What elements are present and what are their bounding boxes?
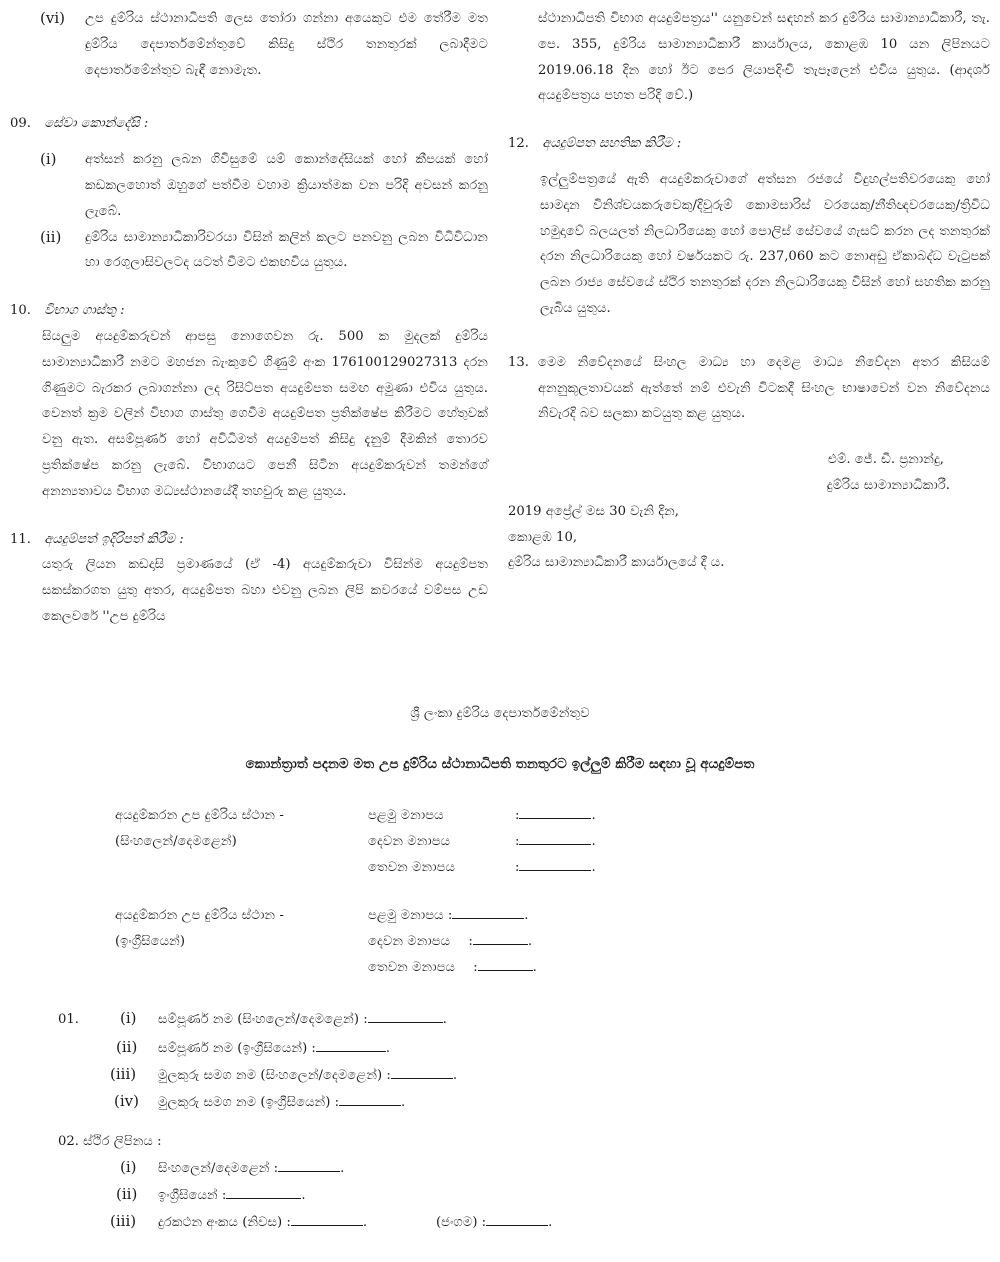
q01-ii-blank[interactable] bbox=[316, 1040, 386, 1052]
section-09-title: සේවා කොන්දේසි : bbox=[44, 116, 149, 132]
q02-iii-mobile-dot: . bbox=[548, 1215, 553, 1230]
q02-iii-home-dot: . bbox=[362, 1215, 368, 1230]
section-09-item-ii-text: දුම්රිය සාමාන්‍යාධිකාරිවරයා විසින් කලින් කලට පනවනු ලබන විධිවිධාන හා රෙගුලාසිවලටද යටත් වීමට එකඟවිය යුතුය. bbox=[85, 229, 488, 271]
right-column bbox=[508, 6, 990, 576]
q01-ii-label: සම්පූර්ණ නම (ඉංග්‍රීසියෙන්) : bbox=[158, 1041, 316, 1056]
q02-iii-number: (iii) bbox=[110, 1212, 137, 1230]
pref-3-label-english: තෙවන මනාපය bbox=[368, 960, 456, 975]
question-01-number: 01. bbox=[58, 1012, 79, 1027]
issue-date: 2019 අප්‍රේල් මස 30 වැනි දින, bbox=[508, 503, 679, 519]
department-title: ශ්‍රී ලංකා දුම්රිය දෙපාර්තමේන්තුව bbox=[410, 706, 590, 721]
q01-ii-field[interactable] bbox=[158, 1039, 390, 1059]
pref-1-dot-sinhala: . bbox=[591, 808, 596, 823]
section-11-continued-text: ස්ථානාධිපති විභාග අයදුම්පත්‍රය'' යනුවෙන් සඳහන් කර දුම්රිය සාමාන්‍යාධිකාරී, තැ. පෙ. 355, දුම්රිය සාමාන්‍යාධිකාරී කාර්යාලය, කොළඹ 10 යන ලිපිනයට 2019.06.18 දින හෝ ඊට පෙර ලියාපදිංචි තැපෑලෙන් එවිය යුතුය. (ආදර්ශ අයදුම්පත්‍රය පහත පරිදි වේ.) bbox=[538, 11, 990, 104]
pref-2-blank-sinhala[interactable] bbox=[519, 833, 591, 845]
issue-place: කොළඹ 10, bbox=[508, 529, 578, 545]
q01-iii-label: මුලකුරු සමග නම (සිංහලෙන්/දෙමළෙන්) : bbox=[158, 1068, 391, 1083]
q01-i-number: (i) bbox=[120, 1009, 137, 1027]
pref-3-label-sinhala: තෙවන මනාපය bbox=[368, 860, 456, 875]
left-column bbox=[10, 6, 488, 630]
q01-ii-number: (ii) bbox=[116, 1038, 138, 1056]
section-11-number: 11. bbox=[10, 531, 31, 547]
pref-2-label-english: දෙවන මනාපය bbox=[368, 934, 451, 949]
pref-1-blank-english[interactable] bbox=[452, 907, 524, 919]
section-11-title: අයදුම්පත් ඉදිරිපත් කිරීම : bbox=[44, 531, 184, 547]
q02-i-number: (i) bbox=[120, 1158, 137, 1176]
q01-i-field[interactable] bbox=[158, 1010, 447, 1030]
q01-i-dot: . bbox=[442, 1012, 447, 1027]
question-02-title: 02. ස්ථිර ලිපිනය : bbox=[58, 1134, 162, 1149]
pref-2-row-english[interactable] bbox=[368, 932, 532, 952]
q02-iii-home-label: දුරකථන අංකය (නිවස) : bbox=[158, 1215, 291, 1230]
q01-ii-dot: . bbox=[385, 1041, 391, 1056]
signatory-title: දුම්රිය සාමාන්‍යාධිකාරී. bbox=[826, 477, 950, 493]
section-13-text: මෙම නිවේදනයේ සිංහල මාධ්‍ය හා දෙමළ මාධ්‍ය නිවේදන අතර කිසියම් අනනුකූලතාවයක් ඇත්තේ නම් එවැනි විටකදී සිංහල භාෂාවෙන් වන නිවේදනය නිවැරදි බව සලකා කටයුතු කළ යුතුය. bbox=[538, 354, 990, 422]
q02-iii-home-blank[interactable] bbox=[291, 1214, 363, 1226]
pref-2-colon-sinhala: : bbox=[515, 834, 520, 849]
section-12-number: 12. bbox=[508, 136, 529, 152]
section-09-item-ii-number: (ii) bbox=[40, 227, 62, 246]
q02-ii-number: (ii) bbox=[116, 1185, 138, 1203]
q01-iv-dot: . bbox=[401, 1095, 406, 1110]
pref-1-dot-english: . bbox=[524, 908, 529, 923]
q01-iii-blank[interactable] bbox=[391, 1067, 453, 1079]
pref-1-label-english: පළමු මනාපය bbox=[368, 908, 444, 923]
section-10-number: 10. bbox=[10, 303, 31, 319]
section-10-heading bbox=[10, 298, 488, 324]
pref-3-blank-sinhala[interactable] bbox=[519, 859, 591, 871]
clause-vi-number: (vi) bbox=[40, 9, 65, 27]
pref-2-dot-sinhala: . bbox=[591, 834, 596, 849]
pref-3-blank-english[interactable] bbox=[478, 959, 533, 971]
q01-iv-field[interactable] bbox=[158, 1093, 405, 1113]
q02-ii-field[interactable] bbox=[158, 1186, 306, 1206]
pref-2-dot-english: . bbox=[527, 934, 533, 949]
q01-iv-blank[interactable] bbox=[339, 1094, 401, 1106]
pref-1-colon-english: : bbox=[447, 908, 453, 923]
pref-2-blank-english[interactable] bbox=[473, 933, 528, 945]
pref-1-field-sinhala[interactable] bbox=[515, 806, 596, 826]
q02-iii-mobile-label: (ජංගම) : bbox=[436, 1215, 487, 1230]
section-12-title: අයදුම්පත සහතික කිරීම : bbox=[542, 136, 682, 152]
q01-iii-dot: . bbox=[452, 1068, 458, 1083]
q02-ii-dot: . bbox=[301, 1188, 306, 1203]
pref-3-colon-sinhala: : bbox=[515, 860, 520, 875]
pref-1-blank-sinhala[interactable] bbox=[519, 807, 591, 819]
pref-3-dot-sinhala: . bbox=[591, 860, 596, 875]
clause-vi-text: උප දුම්රිය ස්ථානාධිපති ලෙස තෝරා ගන්නා අයෙකුට එම තේරීම මත දුම්රිය දෙපාර්තමේන්තුවේ කිසිදු ස්ථිර තනතුරක් ලබාදීමට දෙපාර්තමේන්තුව බැඳී නොමැත. bbox=[85, 11, 488, 78]
pref-1-colon-sinhala: : bbox=[515, 808, 520, 823]
section-09-item-i-text: අත්සන් කරනු ලබන ගිවිසුමේ යම් කොන්දේසියක් හෝ කීපයක් හෝ කඩකලහොත් ඔහුගේ පත්වීම වහාම ක්‍රියාත්මක වන පරිදි අවසන් කරනු ලැබේ. bbox=[85, 152, 488, 219]
q02-iii-mobile-blank[interactable] bbox=[486, 1214, 548, 1226]
section-09-item-i-number: (i) bbox=[40, 150, 57, 169]
signatory-name: එම්. ජේ. ඩී. ප්‍රනාන්දු, bbox=[828, 452, 944, 468]
section-13-number: 13. bbox=[508, 354, 529, 370]
q02-ii-blank[interactable] bbox=[226, 1187, 301, 1199]
pref-3-colon-english: : bbox=[473, 960, 478, 975]
pref-3-row-english[interactable] bbox=[368, 958, 537, 978]
section-09-item-i bbox=[10, 147, 488, 224]
pref-3-dot-english: . bbox=[532, 960, 537, 975]
pref-2-label-sinhala: දෙවන මනාපය bbox=[368, 834, 451, 849]
pref-2-colon-english: : bbox=[468, 934, 473, 949]
form-title: කොන්ත්‍රාත් පදනම මත උප දුම්රිය ස්ථානාධිපති තනතුරට ඉල්ලුම් කිරීම සඳහා වූ අයදුම්පත bbox=[245, 756, 755, 772]
q01-iii-field[interactable] bbox=[158, 1066, 457, 1086]
section-10-title: විභාග ගාස්තු : bbox=[44, 303, 125, 319]
section-12-text: ඉල්ලුම්පත්‍රයේ ඇති අයදුම්කරුවාගේ අත්සන රජයේ විදුහල්පතිවරයෙකු හෝ සාමදාන විනිශ්චයකරුවෙකු/දිවුරුම් කොමසාරිස් වරයෙකු/නීතිඥවරයෙකු/ත්‍රිවිධ හමුදාවේ බලයලත් නිලධාරියෙකු හෝ පොලිස් සේවයේ ගැසට් කරන ලද තනතුරක් දරන නිලධාරියෙකු හෝ වර්ෂයකට රු. 237,060 කට නොඅඩු ඒකාබද්ධ වැටුපක් ලබන රාජ්‍ය සේවයේ ස්ථිර තනතුරක් දරන නිලධාරියෙකු විසින් හෝ සහතික කරනු ලැබිය යුතුය. bbox=[540, 171, 990, 316]
section-09-item-ii bbox=[10, 225, 488, 277]
q01-i-blank[interactable] bbox=[368, 1011, 443, 1023]
pref-1-row-english[interactable] bbox=[368, 906, 528, 926]
section-11-text: යතුරු ලියන කඩදාසි ප්‍රමාණයේ (ඒ -4) අයදුම්කරුවා විසින්ම අයදුම්පත සකස්කරගත යුතු අතර, අයදුම්පත බහා එවනු ලබන ලිපි කවරයේ වම්පස උඩ කෙලවරේ ''උප දුම්රිය bbox=[42, 557, 488, 624]
clause-vi bbox=[10, 6, 488, 83]
q02-iii-mobile-field[interactable] bbox=[436, 1213, 552, 1233]
issue-office: දුම්රිය සාමාන්‍යාධිකාරී කාර්යාලයේ දී ය. bbox=[508, 555, 725, 571]
q01-i-label: සම්පූර්ණ නම (සිංහලෙන්/දෙමළෙන්) : bbox=[158, 1012, 368, 1027]
q01-iii-number: (iii) bbox=[110, 1065, 137, 1083]
q02-i-field[interactable] bbox=[158, 1159, 344, 1179]
section-13 bbox=[508, 350, 990, 427]
station-language-sinhala: (සිංහලෙන්/දෙමළෙන්) bbox=[115, 834, 237, 849]
station-label-english: අයදුම්කරන උප දුම්රිය ස්ථාන - bbox=[115, 908, 284, 923]
station-language-english: (ඉංග්‍රීසියෙන්) bbox=[115, 934, 185, 949]
q02-i-blank[interactable] bbox=[278, 1160, 340, 1172]
q01-iv-number: (iv) bbox=[114, 1092, 139, 1110]
q02-i-label: සිංහලෙන්/දෙමළෙන් : bbox=[158, 1161, 279, 1176]
section-12-heading bbox=[508, 131, 990, 157]
q02-iii-home-field[interactable] bbox=[158, 1213, 367, 1233]
q01-iv-label: මුලකුරු සමග නම (ඉංග්‍රීසියෙන්) : bbox=[158, 1095, 340, 1110]
section-11-heading bbox=[10, 527, 488, 553]
section-09-heading bbox=[10, 111, 488, 137]
pref-3-field-sinhala[interactable] bbox=[515, 858, 596, 878]
q02-ii-label: ඉංග්‍රීසියෙන් : bbox=[158, 1188, 227, 1203]
pref-2-field-sinhala[interactable] bbox=[515, 832, 596, 852]
section-09-number: 09. bbox=[10, 116, 31, 132]
section-10-text: සියලුම අයදුම්කරුවන් ආපසු නොගෙවන රු. 500 ක මුදලක් දුම්රිය සාමාන්‍යාධිකාරී නමට මහජන බැංකුවේ ගිණුම් අංක 176100129027313 දරන ගිණුමට බැරකර ලබාගන්නා ලද රිසිට්පත අයදුම්පත සමඟ අමුණා එවිය යුතුය. වෙනත් ක්‍රම වලින් විභාග ගාස්තු ගෙවීම අයදුම්පත ප්‍රතික්ෂේප කිරීමට හේතුවක් වනු ඇත. අසම්පූර්ණ හෝ අවිධිමත් අයදුම්පත් කිසිදු දැනුම් දීමකින් තොරව ප්‍රතික්ෂේප කරනු ලැබේ. විභාගයට පෙනී සිටින අයදුම්කරුවන් තමන්ගේ අනන්‍යතාවය විභාග මධ්‍යස්ථානයේදී තහවුරු කළ යුතුය. bbox=[42, 328, 488, 499]
pref-1-label-sinhala: පළමු මනාපය bbox=[368, 808, 444, 823]
q02-i-dot: . bbox=[340, 1161, 345, 1176]
station-label-sinhala: අයදුම්කරන උප දුම්රිය ස්ථාන - bbox=[115, 808, 284, 823]
